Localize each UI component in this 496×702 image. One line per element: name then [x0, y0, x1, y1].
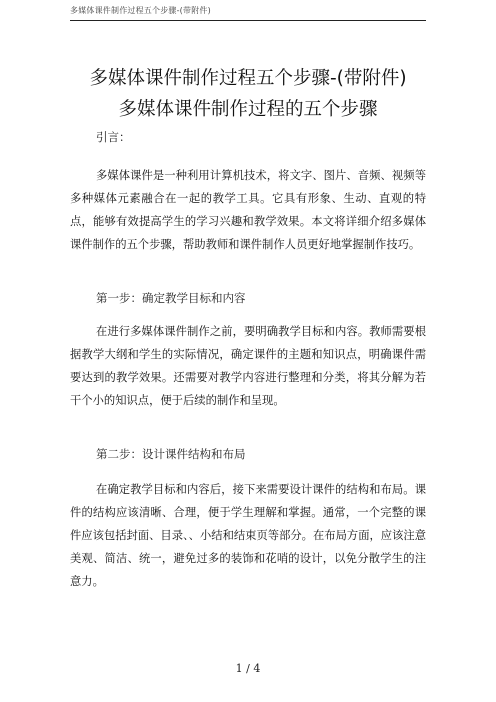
document-subtitle: 多媒体课件制作过程的五个步骤	[118, 99, 378, 120]
intro-paragraph: 多媒体课件是一种利用计算机技术，将文字、图片、音频、视频等多种媒体元素融合在一起的教学工具。它具有形象、生动、直观的特点，能够有效提高学生的学习兴趣和教学效果。本文将详细介绍多媒体课件制作的五个步骤，帮助教师和课件制作人员更好地掌握制作技巧。	[70, 169, 426, 251]
step2-heading: 第二步：设计课件结构和布局	[96, 447, 246, 461]
step2-paragraph: 在确定教学目标和内容后，接下来需要设计课件的结构和布局。课件的结构应该清晰、合理，便于学生理解和掌握。通常，一个完整的课件应该包括封面、目录、、小结和结束页等部分。在布局方面，应该注意美观、简洁、统一，避免过多的装饰和花哨的设计，以免分散学生的注意力。	[70, 483, 426, 588]
intro-label: 引言：	[96, 130, 131, 144]
page-number: 1 / 4	[235, 662, 261, 675]
document-title: 多媒体课件制作过程五个步骤-(带附件)	[89, 68, 407, 89]
header-divider	[70, 20, 426, 21]
step1-heading: 第一步：确定教学目标和内容	[96, 291, 246, 305]
running-header: 多媒体课件制作过程五个步骤-(带附件)	[70, 6, 211, 15]
step1-paragraph: 在进行多媒体课件制作之前，要明确教学目标和内容。教师需要根据教学大纲和学生的实际情况，确定课件的主题和知识点，明确课件需要达到的教学效果。还需要对教学内容进行整理和分类，将其分解为若干个小的知识点，便于后续的制作和呈现。	[70, 325, 426, 407]
